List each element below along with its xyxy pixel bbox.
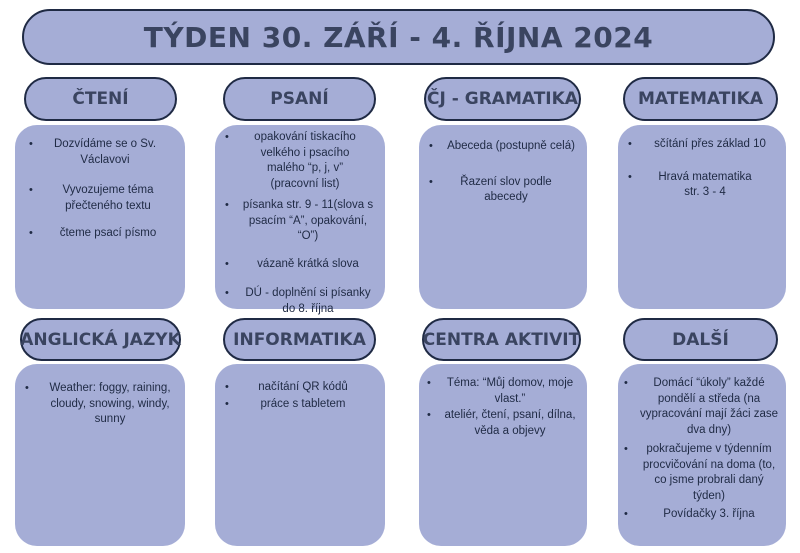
list-cj-gramatika xyxy=(419,125,587,206)
list-item: • práce s tabletem xyxy=(225,397,375,413)
heading-centra-aktivit: CENTRA AKTIVIT xyxy=(422,318,581,361)
list-item: • sčítání přes základ 10 xyxy=(628,137,776,153)
list-item: • Domácí “úkoly” každé pondělí a středa (na vypracování mají žáci zase dva dny) xyxy=(624,376,780,438)
list-item: • opakování tiskacího velkého i psacího malého “p, j, v” (pracovní list) xyxy=(225,130,375,192)
heading-matematika: MATEMATIKA xyxy=(623,77,778,121)
list-item: • Řazení slov podle abecedy xyxy=(429,175,577,206)
list-item: • DÚ - doplnění si písanky do 8. října xyxy=(225,286,375,317)
list-item: • pokračujeme v týdenním procvičování na doma (to, co jsme probrali daný týden) xyxy=(624,442,780,504)
list-centra-aktivit xyxy=(419,364,587,439)
list-item: • Povídačky 3. října xyxy=(624,507,780,523)
list-item: • Téma: “Můj domov, moje vlast.” xyxy=(427,376,579,407)
panel-matematika xyxy=(618,125,786,309)
list-matematika xyxy=(618,125,786,201)
list-item: • Dozvídáme se o Sv. Václavovi xyxy=(29,137,169,168)
list-item: • čteme psací písmo xyxy=(29,226,169,242)
list-item: • Weather: foggy, raining, cloudy, snowing, windy, sunny xyxy=(25,381,177,428)
panel-informatika xyxy=(215,364,385,546)
panel-anglicka-jazyk xyxy=(15,364,185,546)
list-cteni xyxy=(15,125,185,242)
title-banner xyxy=(22,9,775,65)
list-informatika xyxy=(215,364,385,412)
list-psani xyxy=(215,125,385,317)
heading-cteni: ČTENÍ xyxy=(24,77,177,121)
heading-dalsi: DALŠÍ xyxy=(623,318,778,361)
list-item: • Vyvozujeme téma přečteného textu xyxy=(29,183,169,214)
list-item: • ateliér, čtení, psaní, dílna, věda a objevy xyxy=(427,408,579,439)
heading-informatika: INFORMATIKA xyxy=(223,318,376,361)
heading-cj-gramatika: ČJ - GRAMATIKA xyxy=(424,77,581,121)
heading-psani: PSANÍ xyxy=(223,77,376,121)
panel-cj-gramatika xyxy=(419,125,587,309)
list-item: • vázaně krátká slova xyxy=(225,257,375,273)
list-item: • Hravá matematika str. 3 - 4 xyxy=(628,170,776,201)
heading-anglicka-jazyk: ANGLICKÁ JAZYK xyxy=(20,318,181,361)
list-item: • Abeceda (postupně celá) xyxy=(429,139,577,155)
panel-psani xyxy=(215,125,385,315)
list-anglicka-jazyk xyxy=(15,364,185,428)
list-item: • načítání QR kódů xyxy=(225,380,375,396)
page-title: TÝDEN 30. ZÁŘÍ - 4. ŘÍJNA 2024 xyxy=(143,20,654,54)
panel-cteni xyxy=(15,125,185,309)
panel-dalsi xyxy=(618,364,786,546)
panel-centra-aktivit xyxy=(419,364,587,546)
list-dalsi xyxy=(618,364,786,523)
list-item: • písanka str. 9 - 11(slova s psacím “A”, opakování, “O”) xyxy=(225,198,375,245)
